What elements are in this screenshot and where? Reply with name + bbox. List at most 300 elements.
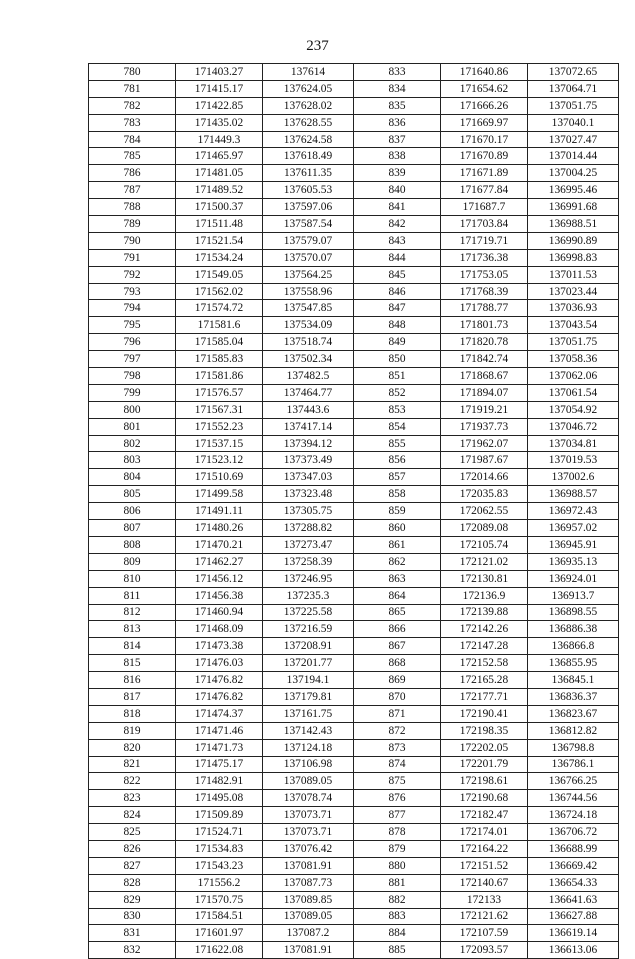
point-number-cell: 880 bbox=[354, 857, 441, 874]
y-coordinate-cell: 136688.99 bbox=[528, 840, 619, 857]
y-coordinate-cell: 137089.85 bbox=[263, 891, 354, 908]
x-coordinate-cell: 171753.05 bbox=[441, 266, 528, 283]
table-row bbox=[89, 638, 619, 655]
point-number-cell: 847 bbox=[354, 300, 441, 317]
table-row bbox=[89, 232, 619, 249]
y-coordinate-cell: 137081.91 bbox=[263, 857, 354, 874]
x-coordinate-cell: 171510.69 bbox=[176, 469, 263, 486]
y-coordinate-cell: 137073.71 bbox=[263, 824, 354, 841]
point-number-cell: 802 bbox=[89, 435, 176, 452]
y-coordinate-cell: 136898.55 bbox=[528, 604, 619, 621]
x-coordinate-cell: 172182.47 bbox=[441, 807, 528, 824]
table-row bbox=[89, 114, 619, 131]
x-coordinate-cell: 171435.02 bbox=[176, 114, 263, 131]
table-row bbox=[89, 80, 619, 97]
point-number-cell: 800 bbox=[89, 401, 176, 418]
y-coordinate-cell: 137216.59 bbox=[263, 621, 354, 638]
table-row bbox=[89, 165, 619, 182]
x-coordinate-cell: 171788.77 bbox=[441, 300, 528, 317]
x-coordinate-cell: 172174.01 bbox=[441, 824, 528, 841]
table-row bbox=[89, 199, 619, 216]
x-coordinate-cell: 171491.11 bbox=[176, 503, 263, 520]
point-number-cell: 803 bbox=[89, 452, 176, 469]
point-number-cell: 882 bbox=[354, 891, 441, 908]
y-coordinate-cell: 136990.89 bbox=[528, 232, 619, 249]
table-row bbox=[89, 283, 619, 300]
point-number-cell: 842 bbox=[354, 216, 441, 233]
x-coordinate-cell: 171499.58 bbox=[176, 486, 263, 503]
x-coordinate-cell: 171511.48 bbox=[176, 216, 263, 233]
point-number-cell: 834 bbox=[354, 80, 441, 97]
point-number-cell: 795 bbox=[89, 317, 176, 334]
point-number-cell: 798 bbox=[89, 368, 176, 385]
y-coordinate-cell: 137027.47 bbox=[528, 131, 619, 148]
x-coordinate-cell: 171415.17 bbox=[176, 80, 263, 97]
y-coordinate-cell: 137618.49 bbox=[263, 148, 354, 165]
point-number-cell: 845 bbox=[354, 266, 441, 283]
point-number-cell: 831 bbox=[89, 925, 176, 942]
point-number-cell: 818 bbox=[89, 705, 176, 722]
x-coordinate-cell: 172201.79 bbox=[441, 756, 528, 773]
x-coordinate-cell: 172190.41 bbox=[441, 705, 528, 722]
point-number-cell: 826 bbox=[89, 840, 176, 857]
point-number-cell: 879 bbox=[354, 840, 441, 857]
x-coordinate-cell: 172177.71 bbox=[441, 688, 528, 705]
point-number-cell: 837 bbox=[354, 131, 441, 148]
y-coordinate-cell: 137323.48 bbox=[263, 486, 354, 503]
point-number-cell: 875 bbox=[354, 773, 441, 790]
y-coordinate-cell: 136855.95 bbox=[528, 655, 619, 672]
point-number-cell: 799 bbox=[89, 384, 176, 401]
y-coordinate-cell: 136627.88 bbox=[528, 908, 619, 925]
y-coordinate-cell: 137587.54 bbox=[263, 216, 354, 233]
x-coordinate-cell: 171449.3 bbox=[176, 131, 263, 148]
point-number-cell: 811 bbox=[89, 587, 176, 604]
y-coordinate-cell: 136613.06 bbox=[528, 942, 619, 959]
y-coordinate-cell: 137614 bbox=[263, 64, 354, 81]
x-coordinate-cell: 171581.86 bbox=[176, 368, 263, 385]
point-number-cell: 785 bbox=[89, 148, 176, 165]
x-coordinate-cell: 171585.04 bbox=[176, 334, 263, 351]
y-coordinate-cell: 137051.75 bbox=[528, 97, 619, 114]
y-coordinate-cell: 137208.91 bbox=[263, 638, 354, 655]
x-coordinate-cell: 172035.83 bbox=[441, 486, 528, 503]
point-number-cell: 793 bbox=[89, 283, 176, 300]
x-coordinate-cell: 171556.2 bbox=[176, 874, 263, 891]
x-coordinate-cell: 171801.73 bbox=[441, 317, 528, 334]
x-coordinate-cell: 171476.03 bbox=[176, 655, 263, 672]
x-coordinate-cell: 172062.55 bbox=[441, 503, 528, 520]
table-row bbox=[89, 351, 619, 368]
y-coordinate-cell: 137482.5 bbox=[263, 368, 354, 385]
table-row bbox=[89, 807, 619, 824]
point-number-cell: 836 bbox=[354, 114, 441, 131]
y-coordinate-cell: 137054.92 bbox=[528, 401, 619, 418]
y-coordinate-cell: 136935.13 bbox=[528, 553, 619, 570]
x-coordinate-cell: 171470.21 bbox=[176, 536, 263, 553]
point-number-cell: 829 bbox=[89, 891, 176, 908]
point-number-cell: 877 bbox=[354, 807, 441, 824]
point-number-cell: 850 bbox=[354, 351, 441, 368]
x-coordinate-cell: 171495.08 bbox=[176, 790, 263, 807]
x-coordinate-cell: 172121.62 bbox=[441, 908, 528, 925]
point-number-cell: 787 bbox=[89, 182, 176, 199]
x-coordinate-cell: 171549.05 bbox=[176, 266, 263, 283]
point-number-cell: 849 bbox=[354, 334, 441, 351]
table-row bbox=[89, 418, 619, 435]
table-row bbox=[89, 317, 619, 334]
point-number-cell: 856 bbox=[354, 452, 441, 469]
x-coordinate-cell: 171576.57 bbox=[176, 384, 263, 401]
table-row bbox=[89, 891, 619, 908]
y-coordinate-cell: 137624.58 bbox=[263, 131, 354, 148]
point-number-cell: 809 bbox=[89, 553, 176, 570]
y-coordinate-cell: 136991.68 bbox=[528, 199, 619, 216]
x-coordinate-cell: 172147.28 bbox=[441, 638, 528, 655]
point-number-cell: 852 bbox=[354, 384, 441, 401]
table-row bbox=[89, 384, 619, 401]
x-coordinate-cell: 172142.26 bbox=[441, 621, 528, 638]
y-coordinate-cell: 137534.09 bbox=[263, 317, 354, 334]
x-coordinate-cell: 171820.78 bbox=[441, 334, 528, 351]
point-number-cell: 790 bbox=[89, 232, 176, 249]
coordinates-table bbox=[88, 63, 619, 959]
y-coordinate-cell: 137011.53 bbox=[528, 266, 619, 283]
point-number-cell: 869 bbox=[354, 672, 441, 689]
table-row bbox=[89, 604, 619, 621]
y-coordinate-cell: 137061.54 bbox=[528, 384, 619, 401]
y-coordinate-cell: 137564.25 bbox=[263, 266, 354, 283]
table-row bbox=[89, 688, 619, 705]
x-coordinate-cell: 171500.37 bbox=[176, 199, 263, 216]
y-coordinate-cell: 137072.65 bbox=[528, 64, 619, 81]
table-row bbox=[89, 148, 619, 165]
table-row bbox=[89, 739, 619, 756]
point-number-cell: 871 bbox=[354, 705, 441, 722]
point-number-cell: 841 bbox=[354, 199, 441, 216]
y-coordinate-cell: 137443.6 bbox=[263, 401, 354, 418]
x-coordinate-cell: 172140.67 bbox=[441, 874, 528, 891]
x-coordinate-cell: 171937.73 bbox=[441, 418, 528, 435]
x-coordinate-cell: 171422.85 bbox=[176, 97, 263, 114]
x-coordinate-cell: 171475.17 bbox=[176, 756, 263, 773]
x-coordinate-cell: 171476.82 bbox=[176, 688, 263, 705]
point-number-cell: 885 bbox=[354, 942, 441, 959]
y-coordinate-cell: 137142.43 bbox=[263, 722, 354, 739]
point-number-cell: 817 bbox=[89, 688, 176, 705]
point-number-cell: 796 bbox=[89, 334, 176, 351]
y-coordinate-cell: 137246.95 bbox=[263, 570, 354, 587]
y-coordinate-cell: 137179.81 bbox=[263, 688, 354, 705]
point-number-cell: 786 bbox=[89, 165, 176, 182]
y-coordinate-cell: 137089.05 bbox=[263, 908, 354, 925]
y-coordinate-cell: 137305.75 bbox=[263, 503, 354, 520]
point-number-cell: 854 bbox=[354, 418, 441, 435]
y-coordinate-cell: 136654.33 bbox=[528, 874, 619, 891]
y-coordinate-cell: 137076.42 bbox=[263, 840, 354, 857]
x-coordinate-cell: 171474.37 bbox=[176, 705, 263, 722]
table-row bbox=[89, 857, 619, 874]
y-coordinate-cell: 136924.01 bbox=[528, 570, 619, 587]
point-number-cell: 783 bbox=[89, 114, 176, 131]
y-coordinate-cell: 137062.06 bbox=[528, 368, 619, 385]
y-coordinate-cell: 136836.37 bbox=[528, 688, 619, 705]
y-coordinate-cell: 136998.83 bbox=[528, 249, 619, 266]
x-coordinate-cell: 171456.12 bbox=[176, 570, 263, 587]
x-coordinate-cell: 171471.46 bbox=[176, 722, 263, 739]
x-coordinate-cell: 171462.27 bbox=[176, 553, 263, 570]
table-row bbox=[89, 722, 619, 739]
table-row bbox=[89, 435, 619, 452]
x-coordinate-cell: 171894.07 bbox=[441, 384, 528, 401]
y-coordinate-cell: 136972.43 bbox=[528, 503, 619, 520]
x-coordinate-cell: 172198.61 bbox=[441, 773, 528, 790]
table-row bbox=[89, 553, 619, 570]
x-coordinate-cell: 171868.67 bbox=[441, 368, 528, 385]
table-row bbox=[89, 334, 619, 351]
y-coordinate-cell: 137194.1 bbox=[263, 672, 354, 689]
point-number-cell: 815 bbox=[89, 655, 176, 672]
point-number-cell: 805 bbox=[89, 486, 176, 503]
y-coordinate-cell: 137558.96 bbox=[263, 283, 354, 300]
point-number-cell: 863 bbox=[354, 570, 441, 587]
y-coordinate-cell: 136619.14 bbox=[528, 925, 619, 942]
x-coordinate-cell: 171677.84 bbox=[441, 182, 528, 199]
table-row bbox=[89, 925, 619, 942]
x-coordinate-cell: 171574.72 bbox=[176, 300, 263, 317]
point-number-cell: 878 bbox=[354, 824, 441, 841]
table-row bbox=[89, 486, 619, 503]
x-coordinate-cell: 171471.73 bbox=[176, 739, 263, 756]
table-row bbox=[89, 942, 619, 959]
x-coordinate-cell: 172152.58 bbox=[441, 655, 528, 672]
point-number-cell: 866 bbox=[354, 621, 441, 638]
y-coordinate-cell: 136798.8 bbox=[528, 739, 619, 756]
y-coordinate-cell: 137464.77 bbox=[263, 384, 354, 401]
y-coordinate-cell: 137347.03 bbox=[263, 469, 354, 486]
y-coordinate-cell: 137087.2 bbox=[263, 925, 354, 942]
point-number-cell: 883 bbox=[354, 908, 441, 925]
table-row bbox=[89, 874, 619, 891]
y-coordinate-cell: 137611.35 bbox=[263, 165, 354, 182]
table-row bbox=[89, 182, 619, 199]
x-coordinate-cell: 171523.12 bbox=[176, 452, 263, 469]
x-coordinate-cell: 172190.68 bbox=[441, 790, 528, 807]
point-number-cell: 781 bbox=[89, 80, 176, 97]
point-number-cell: 808 bbox=[89, 536, 176, 553]
point-number-cell: 872 bbox=[354, 722, 441, 739]
x-coordinate-cell: 172014.66 bbox=[441, 469, 528, 486]
x-coordinate-cell: 171669.97 bbox=[441, 114, 528, 131]
table-row bbox=[89, 908, 619, 925]
x-coordinate-cell: 171534.83 bbox=[176, 840, 263, 857]
point-number-cell: 828 bbox=[89, 874, 176, 891]
table-row bbox=[89, 401, 619, 418]
x-coordinate-cell: 171567.31 bbox=[176, 401, 263, 418]
x-coordinate-cell: 171666.26 bbox=[441, 97, 528, 114]
point-number-cell: 835 bbox=[354, 97, 441, 114]
x-coordinate-cell: 171622.08 bbox=[176, 942, 263, 959]
x-coordinate-cell: 172165.28 bbox=[441, 672, 528, 689]
x-coordinate-cell: 171562.02 bbox=[176, 283, 263, 300]
coordinates-table-body bbox=[89, 64, 619, 959]
point-number-cell: 830 bbox=[89, 908, 176, 925]
point-number-cell: 846 bbox=[354, 283, 441, 300]
point-number-cell: 859 bbox=[354, 503, 441, 520]
x-coordinate-cell: 171581.6 bbox=[176, 317, 263, 334]
x-coordinate-cell: 171654.62 bbox=[441, 80, 528, 97]
table-row bbox=[89, 216, 619, 233]
x-coordinate-cell: 172130.81 bbox=[441, 570, 528, 587]
table-row bbox=[89, 452, 619, 469]
table-row bbox=[89, 368, 619, 385]
x-coordinate-cell: 172202.05 bbox=[441, 739, 528, 756]
point-number-cell: 822 bbox=[89, 773, 176, 790]
x-coordinate-cell: 171601.97 bbox=[176, 925, 263, 942]
x-coordinate-cell: 171465.97 bbox=[176, 148, 263, 165]
point-number-cell: 838 bbox=[354, 148, 441, 165]
point-number-cell: 844 bbox=[354, 249, 441, 266]
point-number-cell: 862 bbox=[354, 553, 441, 570]
y-coordinate-cell: 136988.51 bbox=[528, 216, 619, 233]
y-coordinate-cell: 137023.44 bbox=[528, 283, 619, 300]
x-coordinate-cell: 171473.38 bbox=[176, 638, 263, 655]
x-coordinate-cell: 172093.57 bbox=[441, 942, 528, 959]
point-number-cell: 782 bbox=[89, 97, 176, 114]
point-number-cell: 797 bbox=[89, 351, 176, 368]
x-coordinate-cell: 172164.22 bbox=[441, 840, 528, 857]
y-coordinate-cell: 137081.91 bbox=[263, 942, 354, 959]
y-coordinate-cell: 137201.77 bbox=[263, 655, 354, 672]
x-coordinate-cell: 172133 bbox=[441, 891, 528, 908]
x-coordinate-cell: 171524.71 bbox=[176, 824, 263, 841]
table-row bbox=[89, 840, 619, 857]
y-coordinate-cell: 136845.1 bbox=[528, 672, 619, 689]
x-coordinate-cell: 171509.89 bbox=[176, 807, 263, 824]
point-number-cell: 840 bbox=[354, 182, 441, 199]
x-coordinate-cell: 171585.83 bbox=[176, 351, 263, 368]
point-number-cell: 868 bbox=[354, 655, 441, 672]
point-number-cell: 873 bbox=[354, 739, 441, 756]
y-coordinate-cell: 137394.12 bbox=[263, 435, 354, 452]
point-number-cell: 876 bbox=[354, 790, 441, 807]
point-number-cell: 801 bbox=[89, 418, 176, 435]
table-row bbox=[89, 64, 619, 81]
y-coordinate-cell: 137014.44 bbox=[528, 148, 619, 165]
point-number-cell: 853 bbox=[354, 401, 441, 418]
y-coordinate-cell: 136886.38 bbox=[528, 621, 619, 638]
x-coordinate-cell: 171670.89 bbox=[441, 148, 528, 165]
y-coordinate-cell: 137087.73 bbox=[263, 874, 354, 891]
y-coordinate-cell: 136995.46 bbox=[528, 182, 619, 199]
x-coordinate-cell: 171671.89 bbox=[441, 165, 528, 182]
y-coordinate-cell: 136913.7 bbox=[528, 587, 619, 604]
x-coordinate-cell: 172107.59 bbox=[441, 925, 528, 942]
point-number-cell: 823 bbox=[89, 790, 176, 807]
y-coordinate-cell: 137373.49 bbox=[263, 452, 354, 469]
point-number-cell: 865 bbox=[354, 604, 441, 621]
point-number-cell: 860 bbox=[354, 520, 441, 537]
point-number-cell: 874 bbox=[354, 756, 441, 773]
point-number-cell: 816 bbox=[89, 672, 176, 689]
y-coordinate-cell: 136945.91 bbox=[528, 536, 619, 553]
y-coordinate-cell: 137579.07 bbox=[263, 232, 354, 249]
x-coordinate-cell: 171460.94 bbox=[176, 604, 263, 621]
x-coordinate-cell: 171570.75 bbox=[176, 891, 263, 908]
table-row bbox=[89, 97, 619, 114]
x-coordinate-cell: 172089.08 bbox=[441, 520, 528, 537]
x-coordinate-cell: 171584.51 bbox=[176, 908, 263, 925]
point-number-cell: 851 bbox=[354, 368, 441, 385]
point-number-cell: 824 bbox=[89, 807, 176, 824]
y-coordinate-cell: 137624.05 bbox=[263, 80, 354, 97]
x-coordinate-cell: 171489.52 bbox=[176, 182, 263, 199]
point-number-cell: 855 bbox=[354, 435, 441, 452]
y-coordinate-cell: 137273.47 bbox=[263, 536, 354, 553]
y-coordinate-cell: 137502.34 bbox=[263, 351, 354, 368]
table-row bbox=[89, 621, 619, 638]
y-coordinate-cell: 136724.18 bbox=[528, 807, 619, 824]
x-coordinate-cell: 172198.35 bbox=[441, 722, 528, 739]
point-number-cell: 788 bbox=[89, 199, 176, 216]
point-number-cell: 780 bbox=[89, 64, 176, 81]
y-coordinate-cell: 136744.56 bbox=[528, 790, 619, 807]
y-coordinate-cell: 136957.02 bbox=[528, 520, 619, 537]
point-number-cell: 843 bbox=[354, 232, 441, 249]
y-coordinate-cell: 137073.71 bbox=[263, 807, 354, 824]
y-coordinate-cell: 137258.39 bbox=[263, 553, 354, 570]
x-coordinate-cell: 171670.17 bbox=[441, 131, 528, 148]
x-coordinate-cell: 171703.84 bbox=[441, 216, 528, 233]
y-coordinate-cell: 136641.63 bbox=[528, 891, 619, 908]
point-number-cell: 827 bbox=[89, 857, 176, 874]
y-coordinate-cell: 137019.53 bbox=[528, 452, 619, 469]
x-coordinate-cell: 171640.86 bbox=[441, 64, 528, 81]
y-coordinate-cell: 137225.58 bbox=[263, 604, 354, 621]
x-coordinate-cell: 171987.67 bbox=[441, 452, 528, 469]
x-coordinate-cell: 171543.23 bbox=[176, 857, 263, 874]
point-number-cell: 819 bbox=[89, 722, 176, 739]
x-coordinate-cell: 171482.91 bbox=[176, 773, 263, 790]
table-row bbox=[89, 300, 619, 317]
table-row bbox=[89, 536, 619, 553]
point-number-cell: 789 bbox=[89, 216, 176, 233]
y-coordinate-cell: 137106.98 bbox=[263, 756, 354, 773]
x-coordinate-cell: 171534.24 bbox=[176, 249, 263, 266]
y-coordinate-cell: 137570.07 bbox=[263, 249, 354, 266]
y-coordinate-cell: 136786.1 bbox=[528, 756, 619, 773]
point-number-cell: 870 bbox=[354, 688, 441, 705]
x-coordinate-cell: 171919.21 bbox=[441, 401, 528, 418]
point-number-cell: 884 bbox=[354, 925, 441, 942]
point-number-cell: 814 bbox=[89, 638, 176, 655]
point-number-cell: 784 bbox=[89, 131, 176, 148]
y-coordinate-cell: 137628.55 bbox=[263, 114, 354, 131]
x-coordinate-cell: 172121.02 bbox=[441, 553, 528, 570]
x-coordinate-cell: 171768.39 bbox=[441, 283, 528, 300]
y-coordinate-cell: 137288.82 bbox=[263, 520, 354, 537]
y-coordinate-cell: 137064.71 bbox=[528, 80, 619, 97]
y-coordinate-cell: 136669.42 bbox=[528, 857, 619, 874]
x-coordinate-cell: 171687.7 bbox=[441, 199, 528, 216]
point-number-cell: 794 bbox=[89, 300, 176, 317]
table-row bbox=[89, 570, 619, 587]
point-number-cell: 813 bbox=[89, 621, 176, 638]
point-number-cell: 858 bbox=[354, 486, 441, 503]
table-row bbox=[89, 520, 619, 537]
x-coordinate-cell: 171736.38 bbox=[441, 249, 528, 266]
point-number-cell: 820 bbox=[89, 739, 176, 756]
